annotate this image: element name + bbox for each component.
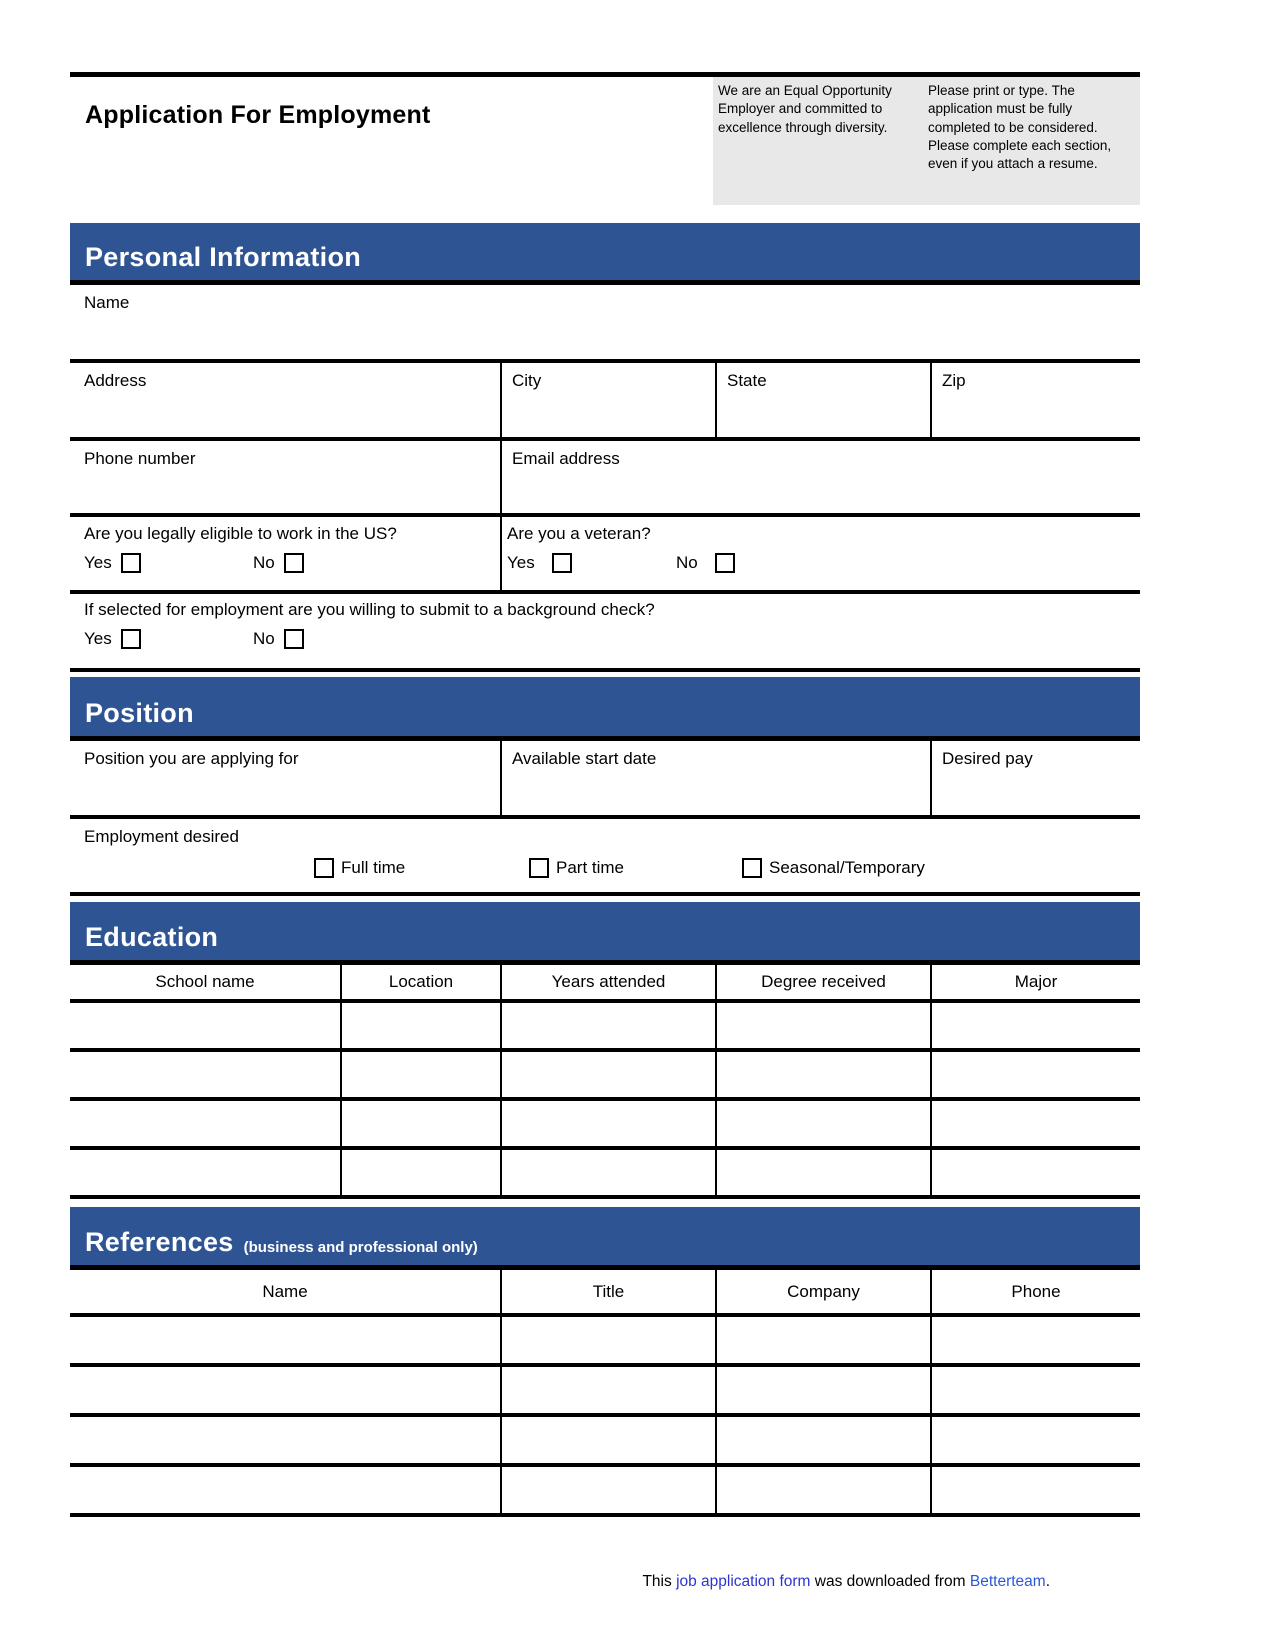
reference-cell[interactable] <box>70 1367 500 1413</box>
email-label: Email address <box>512 449 620 468</box>
reference-cell[interactable] <box>70 1317 500 1363</box>
eligible-yes-label: Yes <box>84 553 112 572</box>
desired-pay-label: Desired pay <box>942 749 1033 768</box>
instructions-box <box>713 77 1140 205</box>
position-banner <box>70 677 1140 741</box>
references-row-2 <box>70 1367 1140 1417</box>
print-notice: Please print or type. The application must be fully completed to be considered. Please complete each section, even if you attach a resume. <box>928 83 1112 172</box>
education-heading: Education <box>85 922 219 952</box>
reference-cell[interactable] <box>930 1467 1140 1513</box>
education-cell[interactable] <box>70 1101 340 1146</box>
education-cell[interactable] <box>70 1003 340 1048</box>
education-col-major: Major <box>930 965 1140 999</box>
veteran-yes-label: Yes <box>507 553 535 572</box>
references-col-company: Company <box>715 1270 930 1313</box>
betterteam-link[interactable]: Betterteam <box>969 1573 1046 1590</box>
phone-field[interactable] <box>70 441 500 513</box>
start-date-label: Available start date <box>512 749 657 768</box>
position-heading: Position <box>85 698 194 728</box>
zip-label: Zip <box>942 371 966 390</box>
eligible-no-label: No <box>253 553 275 572</box>
veteran-yes-checkbox[interactable] <box>552 553 572 573</box>
page-title: Application For Employment <box>85 101 431 129</box>
state-label: State <box>727 371 767 390</box>
education-col-years-attended: Years attended <box>500 965 715 999</box>
part-time-label: Part time <box>556 858 625 877</box>
education-cell[interactable] <box>500 1003 715 1048</box>
employment-desired-row <box>70 819 1140 896</box>
references-row-4 <box>70 1467 1140 1517</box>
job-application-form-link[interactable]: job application form <box>676 1573 811 1590</box>
references-heading: References <box>85 1227 234 1257</box>
education-cell[interactable] <box>70 1150 340 1195</box>
education-row-2 <box>70 1052 1140 1101</box>
education-cell[interactable] <box>500 1101 715 1146</box>
attribution-footer <box>70 1573 1140 1591</box>
background-check-row <box>70 594 1140 672</box>
reference-cell[interactable] <box>930 1367 1140 1413</box>
eligible-question: Are you legally eligible to work in the US? <box>84 524 397 543</box>
education-cell[interactable] <box>715 1101 930 1146</box>
start-date-field[interactable] <box>500 741 930 815</box>
education-row-4 <box>70 1150 1140 1199</box>
reference-cell[interactable] <box>715 1417 930 1463</box>
veteran-question: Are you a veteran? <box>507 524 651 543</box>
background-question: If selected for employment are you willing to submit to a background check? <box>84 600 655 619</box>
education-row-1 <box>70 1003 1140 1052</box>
education-cell[interactable] <box>340 1052 500 1097</box>
phone-label: Phone number <box>84 449 196 468</box>
position-applying-field[interactable] <box>70 741 500 815</box>
employment-desired-label: Employment desired <box>84 827 239 846</box>
part-time-checkbox[interactable] <box>529 858 549 878</box>
eeo-notice: We are an Equal Opportunity Employer and committed to excellence through diversity. <box>718 83 892 135</box>
education-banner <box>70 902 1140 965</box>
education-cell[interactable] <box>500 1150 715 1195</box>
reference-cell[interactable] <box>500 1417 715 1463</box>
seasonal-temporary-label: Seasonal/Temporary <box>769 858 925 877</box>
reference-cell[interactable] <box>715 1367 930 1413</box>
education-cell[interactable] <box>930 1003 1140 1048</box>
footer-text-before: This <box>642 1573 677 1590</box>
reference-cell[interactable] <box>70 1417 500 1463</box>
reference-cell[interactable] <box>930 1317 1140 1363</box>
education-cell[interactable] <box>500 1052 715 1097</box>
references-header-row <box>70 1270 1140 1317</box>
address-label: Address <box>84 371 147 390</box>
background-yes-label: Yes <box>84 629 112 648</box>
education-header-row <box>70 965 1140 1003</box>
reference-cell[interactable] <box>715 1317 930 1363</box>
desired-pay-field[interactable] <box>930 741 1140 815</box>
education-col-location: Location <box>340 965 500 999</box>
education-col-degree-received: Degree received <box>715 965 930 999</box>
phone-email-row <box>70 441 1140 517</box>
education-cell[interactable] <box>715 1150 930 1195</box>
reference-cell[interactable] <box>500 1317 715 1363</box>
references-col-title: Title <box>500 1270 715 1313</box>
zip-field[interactable] <box>930 363 1140 437</box>
personal-information-heading: Personal Information <box>85 242 362 272</box>
references-banner <box>70 1207 1140 1270</box>
name-label: Name <box>84 293 130 312</box>
position-applying-label: Position you are applying for <box>84 749 299 768</box>
address-field[interactable] <box>70 363 500 437</box>
footer-text-after: . <box>1045 1573 1050 1590</box>
eligibility-row <box>70 517 1140 594</box>
references-row-3 <box>70 1417 1140 1467</box>
education-cell[interactable] <box>930 1150 1140 1195</box>
eligible-no-checkbox[interactable] <box>284 553 304 573</box>
document-header <box>70 77 1140 218</box>
education-cell[interactable] <box>340 1150 500 1195</box>
education-cell[interactable] <box>340 1003 500 1048</box>
reference-cell[interactable] <box>715 1467 930 1513</box>
personal-information-banner <box>70 223 1140 285</box>
references-row-1 <box>70 1317 1140 1367</box>
education-cell[interactable] <box>715 1003 930 1048</box>
email-field[interactable] <box>500 441 1140 513</box>
reference-cell[interactable] <box>500 1467 715 1513</box>
education-cell[interactable] <box>70 1052 340 1097</box>
veteran-question-cell <box>500 517 1140 590</box>
city-label: City <box>512 371 542 390</box>
education-cell[interactable] <box>340 1101 500 1146</box>
reference-cell[interactable] <box>70 1467 500 1513</box>
references-subheading: (business and professional only) <box>243 1239 478 1256</box>
education-col-school-name: School name <box>155 972 255 991</box>
education-cell[interactable] <box>930 1101 1140 1146</box>
veteran-no-label: No <box>676 553 698 572</box>
city-field[interactable] <box>500 363 715 437</box>
reference-cell[interactable] <box>500 1367 715 1413</box>
footer-text-middle: was downloaded from <box>810 1573 970 1590</box>
eligible-question-cell <box>70 517 500 590</box>
address-row <box>70 363 1140 441</box>
seasonal-temporary-checkbox[interactable] <box>742 858 762 878</box>
background-no-label: No <box>253 629 275 648</box>
full-time-label: Full time <box>341 858 406 877</box>
background-no-checkbox[interactable] <box>284 629 304 649</box>
position-details-row <box>70 741 1140 819</box>
eligible-yes-checkbox[interactable] <box>121 553 141 573</box>
full-time-checkbox[interactable] <box>314 858 334 878</box>
education-row-3 <box>70 1101 1140 1150</box>
references-col-name: Name <box>262 1281 308 1301</box>
references-col-phone: Phone <box>930 1270 1140 1313</box>
education-cell[interactable] <box>930 1052 1140 1097</box>
background-yes-checkbox[interactable] <box>121 629 141 649</box>
reference-cell[interactable] <box>930 1417 1140 1463</box>
state-field[interactable] <box>715 363 930 437</box>
name-field[interactable] <box>70 285 1140 363</box>
education-cell[interactable] <box>715 1052 930 1097</box>
veteran-no-checkbox[interactable] <box>715 553 735 573</box>
